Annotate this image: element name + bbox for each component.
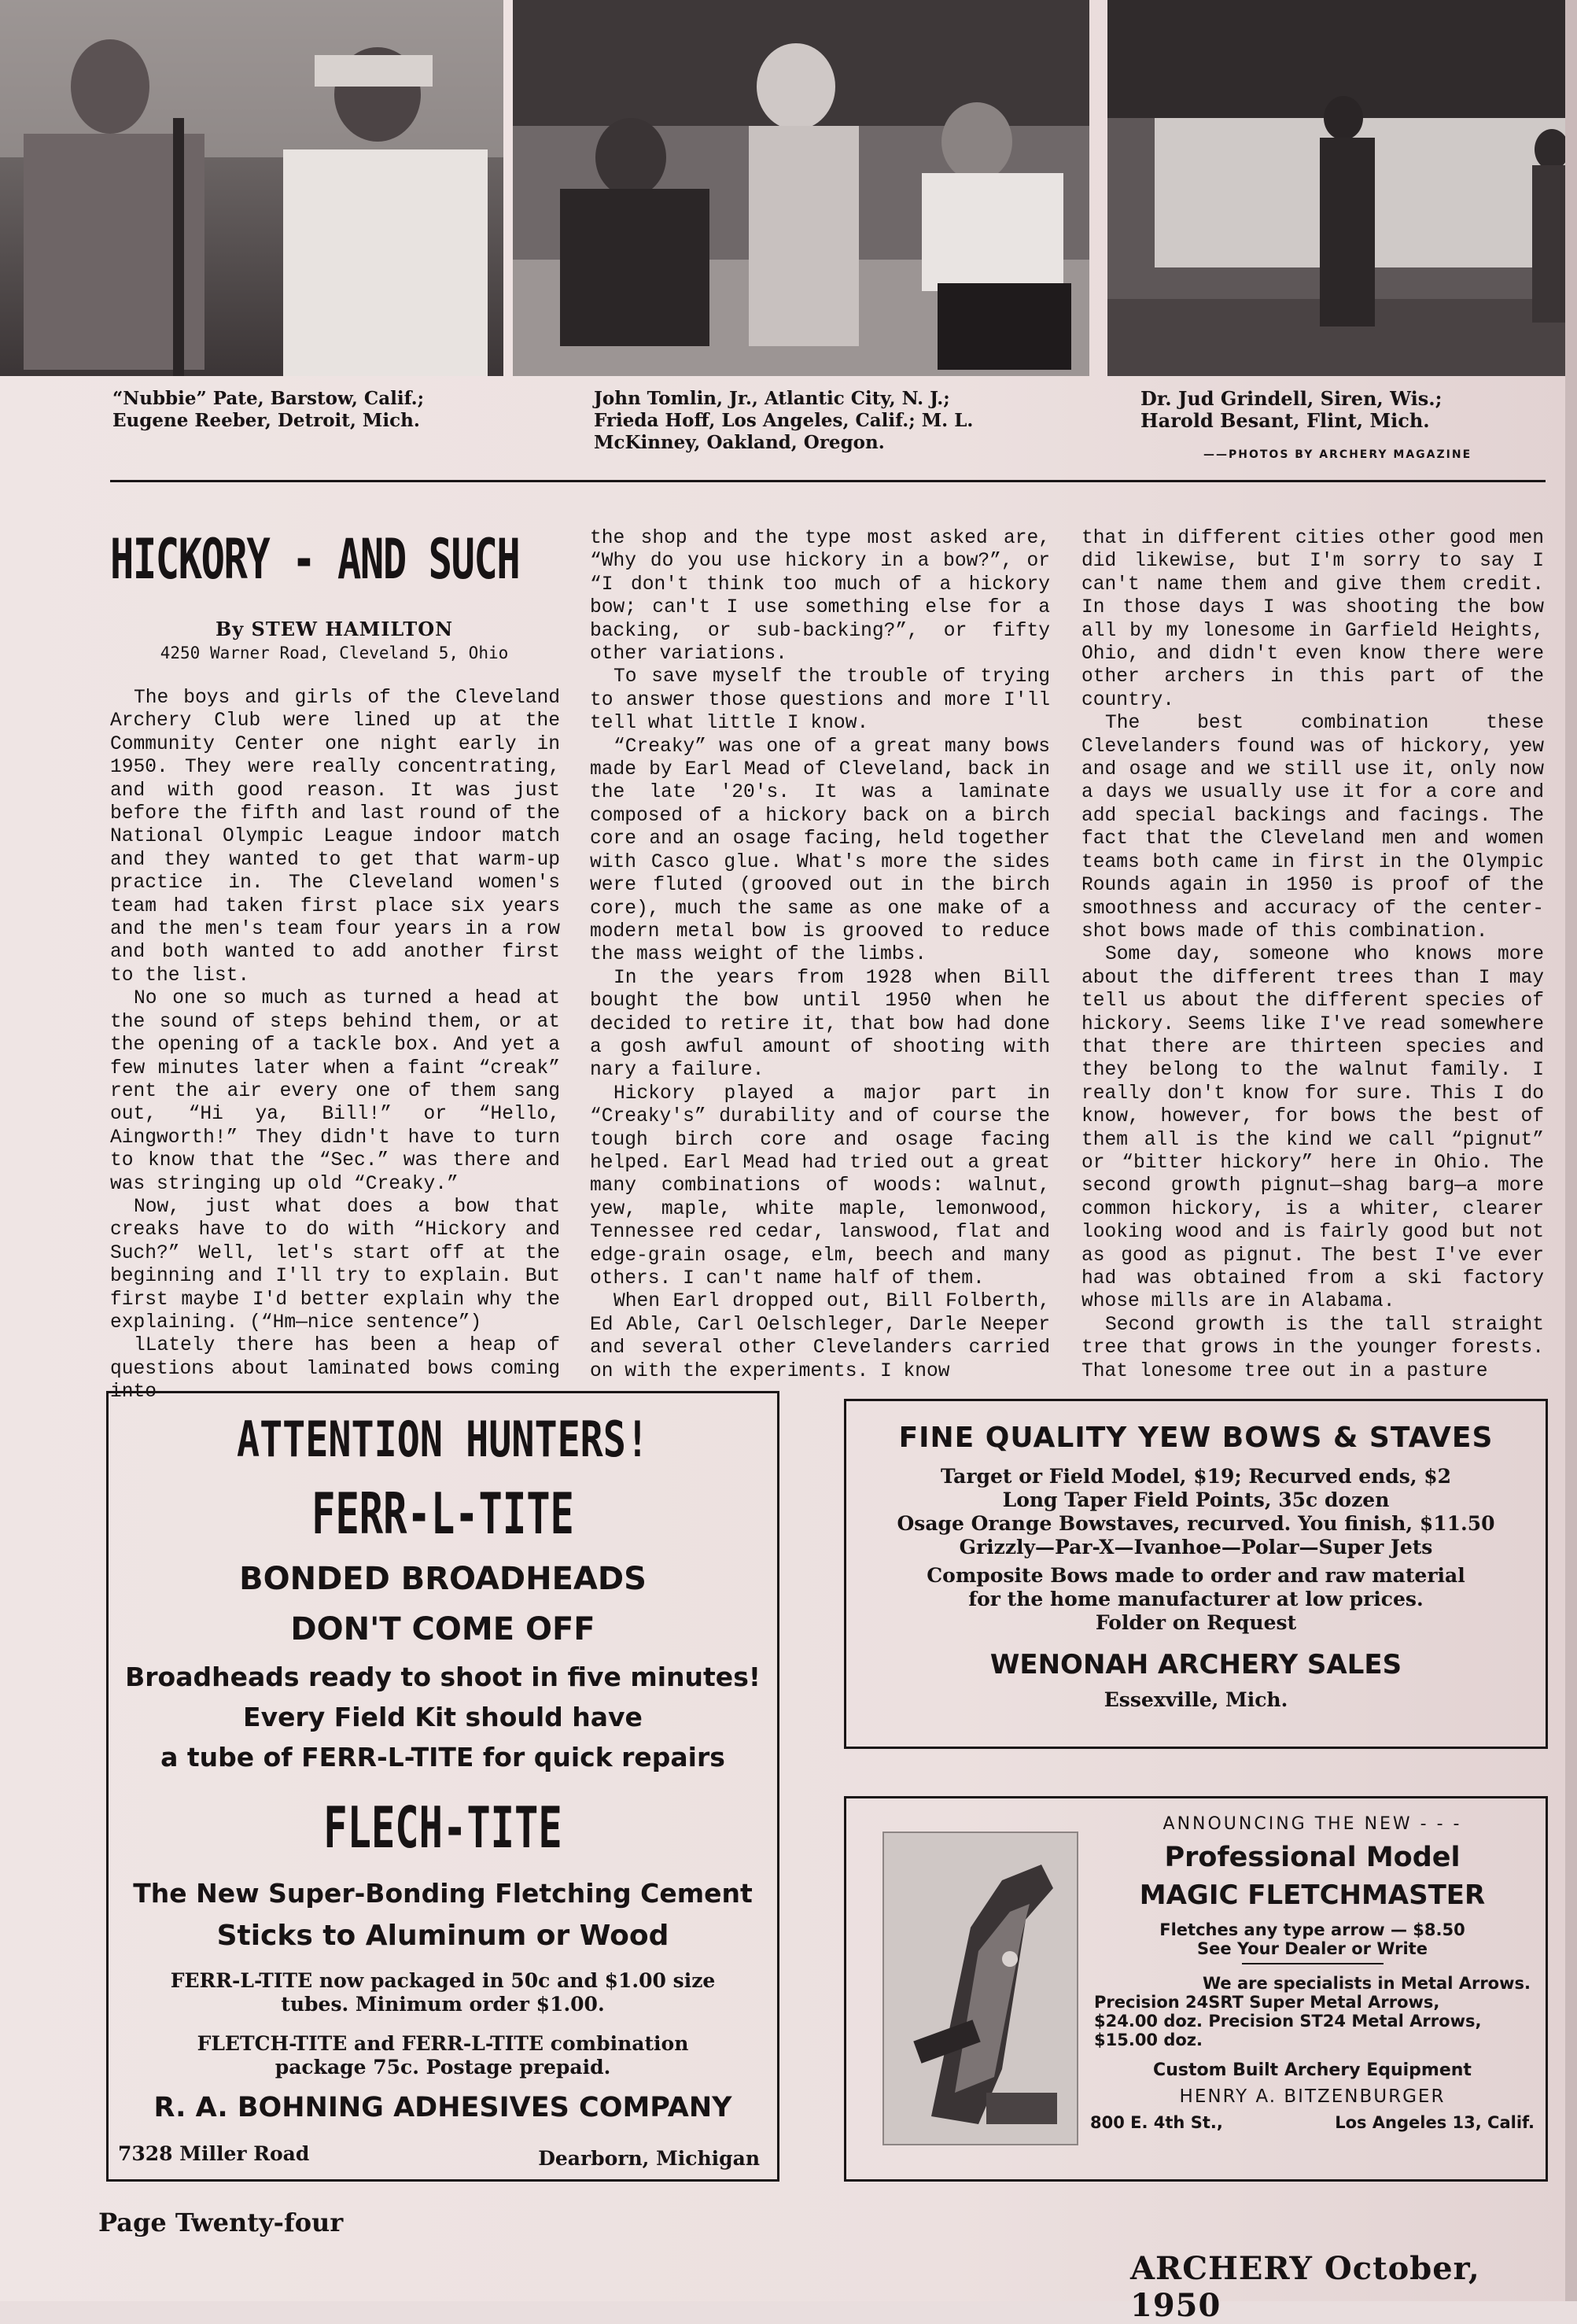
ad-line: See Your Dealer or Write [1197, 1939, 1428, 1958]
ad-address: Dearborn, Michigan [538, 2147, 760, 2170]
ad-body [846, 1465, 1546, 1635]
caption-line: Eugene Reeber, Detroit, Mich. [112, 410, 420, 431]
ad-product-name: MAGIC FLETCHMASTER [1139, 1879, 1486, 1911]
ad-line: $15.00 doz. [1094, 2031, 1203, 2049]
photo-caption-3 [1140, 388, 1443, 432]
photo-caption-1 [112, 388, 424, 432]
ad-line: for the home manufacturer at low prices. [968, 1588, 1424, 1610]
author-address: 4250 Warner Road, Cleveland 5, Ohio [160, 644, 509, 662]
ad-headline: FINE QUALITY YEW BOWS & STAVES [898, 1422, 1494, 1454]
ad-line: Broadheads ready to shoot in five minutes! [125, 1662, 761, 1692]
caption-line: Dr. Jud Grindell, Siren, Wis.; [1140, 387, 1443, 410]
ad-line: $24.00 doz. Precision ST24 Metal Arrows, [1094, 2012, 1482, 2031]
page-number: Page Twenty-four [98, 2208, 344, 2237]
ad-line: Target or Field Model, $19; Recurved ends, $2 [940, 1465, 1452, 1488]
caption-line: Frieda Hoff, Los Angeles, Calif.; M. L. [594, 410, 974, 431]
paragraph: Second growth is the tall straight tree that grows in the younger forests. That lonesome tree out in a pasture [1081, 1314, 1544, 1382]
ad-specs [1086, 1974, 1538, 2049]
caption-line: “Nubbie” Pate, Barstow, Calif.; [112, 388, 425, 409]
ad-line: Folder on Request [1095, 1611, 1297, 1634]
paragraph: the shop and the type most asked are, “Why do you use hickory in a bow?”, or “I don't think too much of a hickory bow; can't I use something else for a backing, or sub-backing?”, or fifty other variations. [590, 528, 1050, 666]
ad-line: Grizzly—Par-X—Ivanhoe—Polar—Super Jets [959, 1536, 1433, 1559]
paragraph: that in different cities other good men did likewise, but I'm sorry to say I can't name them and give them credit. In those days I was shooting the bow all by my lonesome in Garfield Heights, Ohio, and didn't even know there were other archers in this part of the country. [1081, 528, 1544, 711]
photo-credit: ——PHOTOS BY ARCHERY MAGAZINE [1203, 448, 1472, 461]
ad-product-name: FLECH-TITE [323, 1795, 562, 1861]
ad-custom-line: Custom Built Archery Equipment [1153, 2060, 1472, 2080]
caption-line: Harold Besant, Flint, Mich. [1140, 409, 1430, 432]
article-column-1 [110, 687, 560, 1404]
ad-line: Long Taper Field Points, 35c dozen [1002, 1488, 1390, 1511]
ad-text-block [1086, 1798, 1538, 2132]
photo-grindell-besant [1107, 0, 1577, 376]
article-column-2 [590, 527, 1050, 1383]
ad-line: We are specialists in Metal Arrows. [1203, 1974, 1531, 1993]
ad-bohning-adhesives [106, 1391, 779, 2182]
ad-line: Sticks to Aluminum or Wood [216, 1920, 669, 1952]
ad-model: Professional Model [1164, 1842, 1461, 1873]
ad-address: Los Angeles 13, Calif. [1335, 2113, 1535, 2132]
paragraph: The boys and girls of the Cleveland Archery Club were lined up at the Community Center one night early in 1950. They were really concentrating, and with good reason. It was just before the fifth and last round of the National Olympic League indoor match and they wanted to get that warm-up practice in. The Cleveland women's team had taken first place six years and the men's team four years in a row and both wanted to add another first to the list. [110, 688, 560, 987]
ad-line: tubes. Minimum order $1.00. [281, 1993, 605, 2016]
ad-divider [1242, 1963, 1384, 1964]
ad-headline: ATTENTION HUNTERS! [236, 1411, 650, 1468]
ad-line: Osage Orange Bowstaves, recurved. You finish, $11.50 [897, 1512, 1495, 1535]
ad-line: Every Field Kit should have [243, 1702, 643, 1732]
photo-caption-2 [594, 388, 973, 454]
paragraph: Hickory played a major part in “Creaky's” durability and of course the tough birch core and osage facing helped. Earl Mead had tried out a great many combinations of woods: walnut, yew, maple, white maple, lemonwood, Tennessee red cedar, lanswood, flat and edge-grain osage, elm, beech and many others. I can't name half of them. [590, 1083, 1050, 1289]
ad-packaging-note [109, 2032, 777, 2079]
paragraph: “Creaky” was one of a great many bows made by Earl Mead of Cleveland, back in the late '20's. It was a laminate composed of a hickory back on a birch core and an osage facing, held together with Casco glue. What's more the sides were fluted (grooved out in the birch core), much the same as one make of a modern metal bow is grooved to reduce the mass weight of the limbs. [590, 736, 1050, 966]
ad-line: The New Super-Bonding Fletching Cement [133, 1878, 753, 1909]
caption-line: John Tomlin, Jr., Atlantic City, N. J.; [594, 388, 950, 409]
ad-pricing [1086, 1920, 1538, 1958]
article-byline: By STEW HAMILTON [215, 618, 454, 640]
paragraph: The best combination these Clevelanders found was of hickory, yew and osage and we still use it, only now a days we usually use it for a core and add special backings and facings. The fact that the Cleveland men and women teams both came in first in the Olympic Rounds again in 1950 is proof of the smoothness and accuracy of the center-shot bows made of this combination. [1081, 713, 1544, 943]
magazine-issue: ARCHERY October, 1950 [1130, 2250, 1480, 2324]
ad-magic-fletchmaster [844, 1796, 1548, 2182]
photo-tomlin-hoff-mckinney [513, 0, 1089, 376]
ad-line: FLETCH-TITE and FERR-L-TITE combination [197, 2032, 689, 2055]
paragraph: Some day, someone who knows more about the different trees than I may tell us about the different species of hickory. Seems like I've read somewhere that there are thirteen species and they belong to the walnut family. I really don't know for sure. This I do know, however, for bows the best of them all is the kind we call “pignut” or “bitter hickory” here in Ohio. The second growth pignut—shag barg—a more common hickory, is a whiter, clearer looking wood and is fairly good but not as good as pignut. The best I've ever had was obtained from a ski factory whose mills are in Alabama. [1081, 944, 1544, 1313]
ad-subheading: DON'T COME OFF [290, 1611, 595, 1647]
ad-line: package 75c. Postage prepaid. [275, 2056, 611, 2079]
ad-product-name: FERR-L-TITE [311, 1481, 574, 1547]
ad-packaging-note [109, 1969, 777, 2016]
paragraph: To save myself the trouble of trying to answer those questions and more I'll tell what little I know. [590, 666, 1050, 735]
ad-line: Composite Bows made to order and raw material [927, 1564, 1465, 1587]
ad-subheading: BONDED BROADHEADS [239, 1561, 647, 1597]
paragraph: In the years from 1928 when Bill bought the bow until 1950 when he decided to retire it, that bow had done a gosh awful amount of shooting with nary a failure. [590, 967, 1050, 1082]
ad-address-row [1086, 2113, 1538, 2132]
paragraph: Now, just what does a bow that creaks have to do with “Hickory and Such?” Well, let's start off at the beginning and I'll try to explain. But first maybe I'd better explain why the explaining. (“Hm—nice sentence”) [110, 1196, 560, 1334]
paragraph: When Earl dropped out, Bill Folberth, Ed Able, Carl Oelschleger, Darle Neeper and several other Clevelanders carried on with the experiments. I know [590, 1291, 1050, 1382]
fletcher-product-image [882, 1832, 1078, 2145]
article-column-3 [1081, 527, 1544, 1383]
ad-line: Precision 24SRT Super Metal Arrows, [1094, 1993, 1440, 2012]
paragraph: No one so much as turned a head at the sound of steps behind them, or at the opening of a tackle box. And yet a few minutes later when a faint “creak” rent the air every one of them sang out, “Hi ya, Bill!” or “Hello, Aingworth!” They didn't have to turn to know that the “Sec.” was there and was stringing up old “Creaky.” [110, 988, 560, 1195]
ad-address: 800 E. 4th St., [1090, 2113, 1223, 2132]
ad-line: FERR-L-TITE now packaged in 50c and $1.00 size [170, 1969, 716, 1992]
ad-address: 7328 Miller Road [118, 2142, 310, 2165]
ad-city: Essexville, Mich. [1104, 1688, 1288, 1711]
ad-company: R. A. BOHNING ADHESIVES COMPANY [153, 2092, 732, 2123]
article-title: HICKORY - AND SUCH [110, 527, 520, 592]
ad-line: a tube of FERR-L-TITE for quick repairs [160, 1742, 725, 1773]
ad-line: Fletches any type arrow — $8.50 [1159, 1920, 1465, 1939]
caption-line: McKinney, Oakland, Oregon. [594, 432, 885, 453]
ad-announcement: ANNOUNCING THE NEW - - - [1162, 1814, 1462, 1834]
ad-wenonah-archery [844, 1399, 1548, 1749]
photo-pate-reeber [0, 0, 503, 376]
section-divider [110, 480, 1546, 482]
binding-edge [1565, 0, 1577, 2301]
ad-company: HENRY A. BITZENBURGER [1179, 2086, 1446, 2107]
ad-company: WENONAH ARCHERY SALES [989, 1649, 1402, 1680]
paragraph: lLately there has been a heap of questions about laminated bows coming into [110, 1335, 560, 1404]
